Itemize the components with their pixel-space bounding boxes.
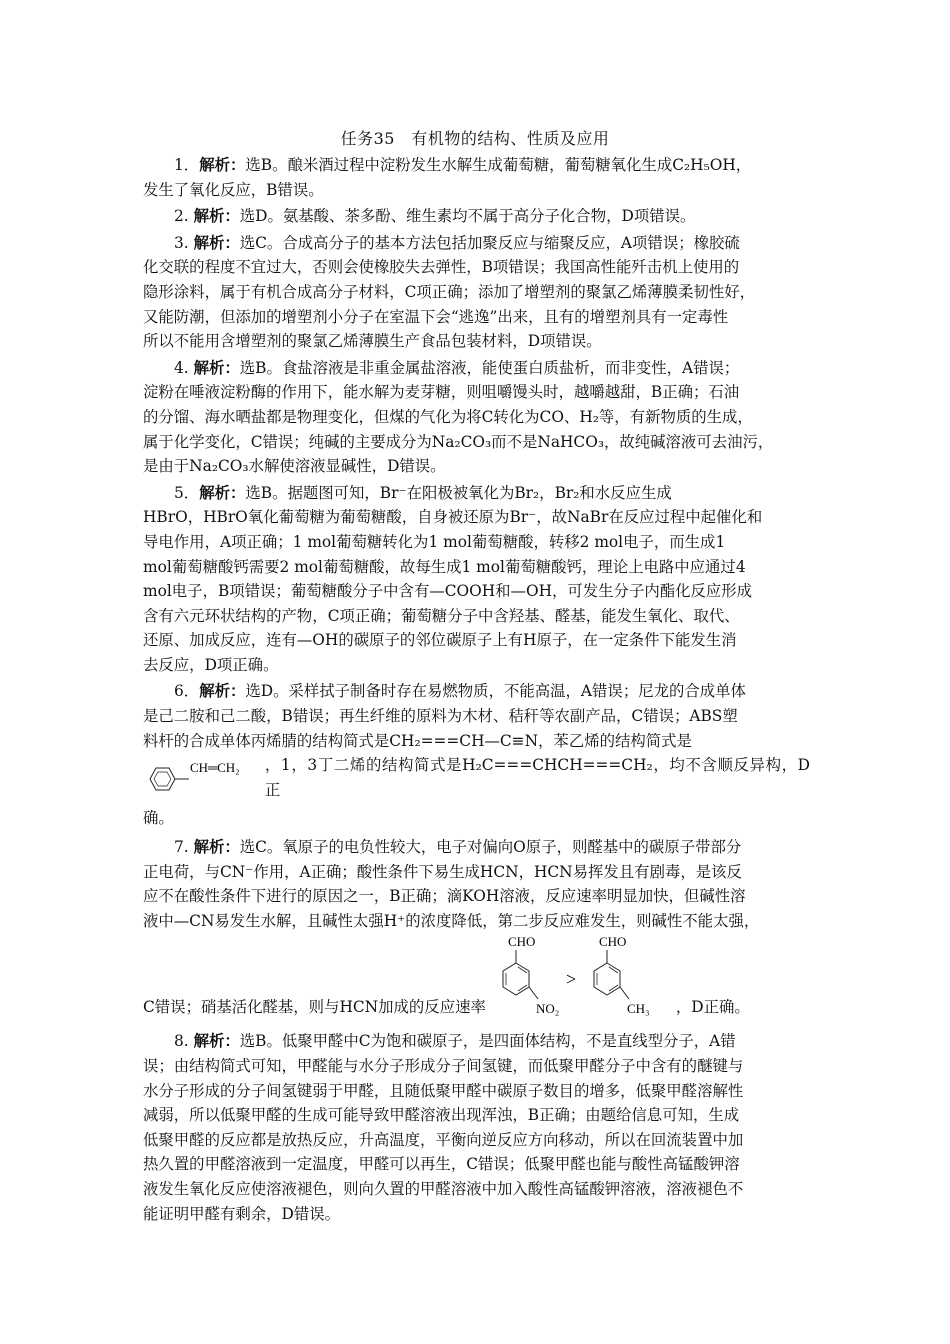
- item-line: 选D。采样拭子制备时存在易燃物质，不能高温，A错误；尼龙的合成单体: [245, 682, 746, 701]
- styrene-structure-diagram: [143, 758, 263, 802]
- item-label: 解析：: [199, 682, 246, 701]
- item-number: 5．: [174, 483, 200, 502]
- item-line: 选C。合成高分子的基本方法包括加聚反应与缩聚反应，A项错误；橡胶硫: [239, 233, 740, 252]
- item-label: 解析：: [193, 358, 240, 377]
- benzene-inner-ring: [154, 772, 171, 786]
- item-number: 8.: [174, 1032, 194, 1051]
- item-line: 所以不能用含增塑剂的聚氯乙烯薄膜生产食品包装材料，D项错误。: [143, 332, 602, 351]
- item-number: 2.: [174, 207, 194, 226]
- item-line: 水分子形成的分子间氢键弱于甲醛，且随低聚甲醛中碳原子数目的增多，低聚甲醛溶解性: [143, 1081, 744, 1100]
- item-number: 3.: [174, 233, 194, 252]
- item-line: 误；由结构简式可知，甲醛能与水分子形成分子间氢键，而低聚甲醛分子中含有的醚键与: [143, 1057, 744, 1075]
- item-label: 解析：: [193, 233, 240, 252]
- item-line: 料杆的合成单体丙烯腈的结构简式是CH₂===CH—C≡N，苯乙烯的结构简式是: [143, 731, 692, 750]
- item-number: 4.: [174, 358, 194, 377]
- item-line: mol电子，B项错误；葡萄糖酸分子中含有—COOH和—OH，可发生分子内酯化反应形成: [143, 582, 753, 601]
- item-line: 低聚甲醛的反应都是放热反应，升高温度，平衡向逆反应方向移动，所以在回流装置中加: [143, 1130, 744, 1149]
- answer-item-4: [143, 356, 810, 479]
- item-line: 选B。食盐溶液是非重金属盐溶液，能使蛋白质盐析，而非变性，A错误；: [239, 358, 740, 377]
- item-line: 含有六元环状结构的产物，C项正确；葡萄糖分子中含羟基、醛基，能发生氧化、取代、: [143, 606, 740, 625]
- item-line: 选D。氨基酸、茶多酚、维生素均不属于高分子化合物，D项错误。: [239, 207, 696, 226]
- item-number: 7.: [174, 838, 194, 857]
- item-line: ，D正确。: [675, 997, 750, 1016]
- item-label: 解析：: [193, 207, 240, 226]
- item-line: 选B。酿米酒过程中淀粉发生水解生成葡萄糖，葡萄糖氧化生成C₂H₅OH，: [245, 156, 752, 174]
- reactivity-comparison-line: [143, 933, 810, 1021]
- item-line: 减弱，所以低聚甲醛的生成可能导致甲醛溶液出现浑浊，B正确；由题给信息可知，生成: [143, 1106, 740, 1125]
- answer-item-3: [143, 231, 810, 354]
- item-line: 还原、加成反应，连有—OH的碳原子的邻位碳原子上有H原子，在一定条件下能发生消: [143, 631, 737, 650]
- item-line: 选B。低聚甲醛中C为饱和碳原子，是四面体结构，不是直线型分子，A错: [239, 1032, 736, 1051]
- item-line: 液中—CN易发生水解，且碱性太强H⁺的浓度降低，第二步反应难发生，则碱性不能太强，: [143, 911, 760, 930]
- item-line: 热久置的甲醛溶液到一定温度，甲醛可以再生，C错误；低聚甲醛也能与酸性高锰酸钾溶: [143, 1155, 740, 1174]
- item-label: 解析：: [199, 483, 246, 502]
- item-6-tail: [143, 806, 810, 831]
- comparison-sign: >: [565, 969, 577, 990]
- answer-item-6: [143, 679, 810, 753]
- item-label: 解析：: [199, 156, 246, 174]
- item-number: 1．: [174, 156, 200, 174]
- item-line: 属于化学变化，C错误；纯碱的主要成分为Na₂CO₃而不是NaHCO₃，故纯碱溶液可去油污，: [143, 432, 774, 451]
- item-line: 能证明甲醛有剩余，D错误。: [143, 1204, 341, 1223]
- item-line: mol葡萄糖酸钙需要2 mol葡萄糖酸，故每生成1 mol葡萄糖酸钙，理论上电路中应通过4: [143, 557, 746, 576]
- item-line: 去反应，D项正确。: [143, 655, 279, 674]
- item-label: 解析：: [193, 1032, 240, 1051]
- item-number: 6．: [174, 682, 200, 701]
- item-line: 液发生氧化反应使溶液褪色，则向久置的甲醛溶液中加入酸性高锰酸钾溶液，溶液褪色不: [143, 1179, 744, 1198]
- item-line: 导电作用，A项正确；1 mol葡萄糖转化为1 mol葡萄糖酸，转移2 mol电子，而生成1: [143, 532, 726, 551]
- nitrobenzaldehyde-structure: [503, 934, 559, 1016]
- styrene-structure-line: [143, 753, 810, 802]
- item-line: 淀粉在唾液淀粉酶的作用下，能水解为麦芽糖，则咀嚼馒头时，越嚼越甜，B正确；石油: [143, 383, 740, 402]
- item-line: HBrO，HBrO氧化葡萄糖为葡萄糖酸，自身被还原为Br⁻，故NaBr在反应过程中起催化和: [143, 508, 763, 527]
- item-line: 化交联的程度不宜过大，否则会使橡胶失去弹性，B项错误；我国高性能歼击机上使用的: [143, 258, 740, 277]
- item-line: 是己二胺和己二酸，B错误；再生纤维的原料为木材、秸秆等农副产品，C错误；ABS塑: [143, 707, 738, 726]
- item-line: 正电荷，与CN⁻作用，A正确；酸性条件下易生成HCN，HCN易挥发且有剧毒，是该反: [143, 862, 742, 881]
- page-title: 任务35 有机物的结构、性质及应用: [340, 129, 610, 148]
- mol1-top-group: CHO: [507, 934, 536, 950]
- item-label: 解析：: [193, 838, 240, 857]
- item-line: 选B。据题图可知，Br⁻在阳极被氧化为Br₂，Br₂和水反应生成: [245, 483, 672, 502]
- mol2-top-group: CHO: [598, 934, 627, 950]
- item-line: 应不在酸性条件下进行的原因之一，B正确；滴KOH溶液，反应速率明显加快，但碱性溶: [143, 887, 746, 906]
- answer-item-5: [143, 481, 810, 678]
- item-line: 隐形涂料，属于有机合成高分子材料，C项正确；添加了增塑剂的聚氯乙烯薄膜柔韧性好，: [143, 282, 756, 301]
- answer-item-7: [143, 835, 810, 933]
- item-line: 选C。氧原子的电负性较大，电子对偏向O原子，则醛基中的碳原子带部分: [239, 838, 742, 857]
- item-line: 发生了氧化反应，B错误。: [143, 180, 324, 199]
- answer-list: [143, 153, 810, 1226]
- item-line: ，1，3丁二烯的结构简式是H₂C===CHCH===CH₂，均不含顺反异构，D正: [264, 756, 810, 799]
- item-line: 是由于Na₂CO₃水解使溶液显碱性，D错误。: [143, 457, 446, 476]
- mol1-substituent: NO₂: [535, 1001, 560, 1017]
- answer-item-8: [143, 1029, 810, 1226]
- styrene-vinyl-label: CH═CH₂: [189, 760, 240, 776]
- item-line: 又能防潮，但添加的增塑剂小分子在室温下会“逃逸”出来，且有的增塑剂具有一定毒性: [143, 307, 729, 326]
- answer-item-2: [143, 204, 810, 229]
- mol2-substituent: CH₃: [626, 1001, 650, 1017]
- item-line: 确。: [143, 809, 174, 828]
- item-line: C错误；硝基活化醛基，则与HCN加成的反应速率: [143, 997, 486, 1016]
- benzaldehyde-comparison-diagram: [486, 933, 676, 1021]
- item-line: 的分馏、海水晒盐都是物理变化，但煤的气化为将C转化为CO、H₂等，有新物质的生成，: [143, 407, 753, 426]
- answer-item-1: [143, 153, 810, 202]
- methylbenzaldehyde-structure: [594, 934, 650, 1016]
